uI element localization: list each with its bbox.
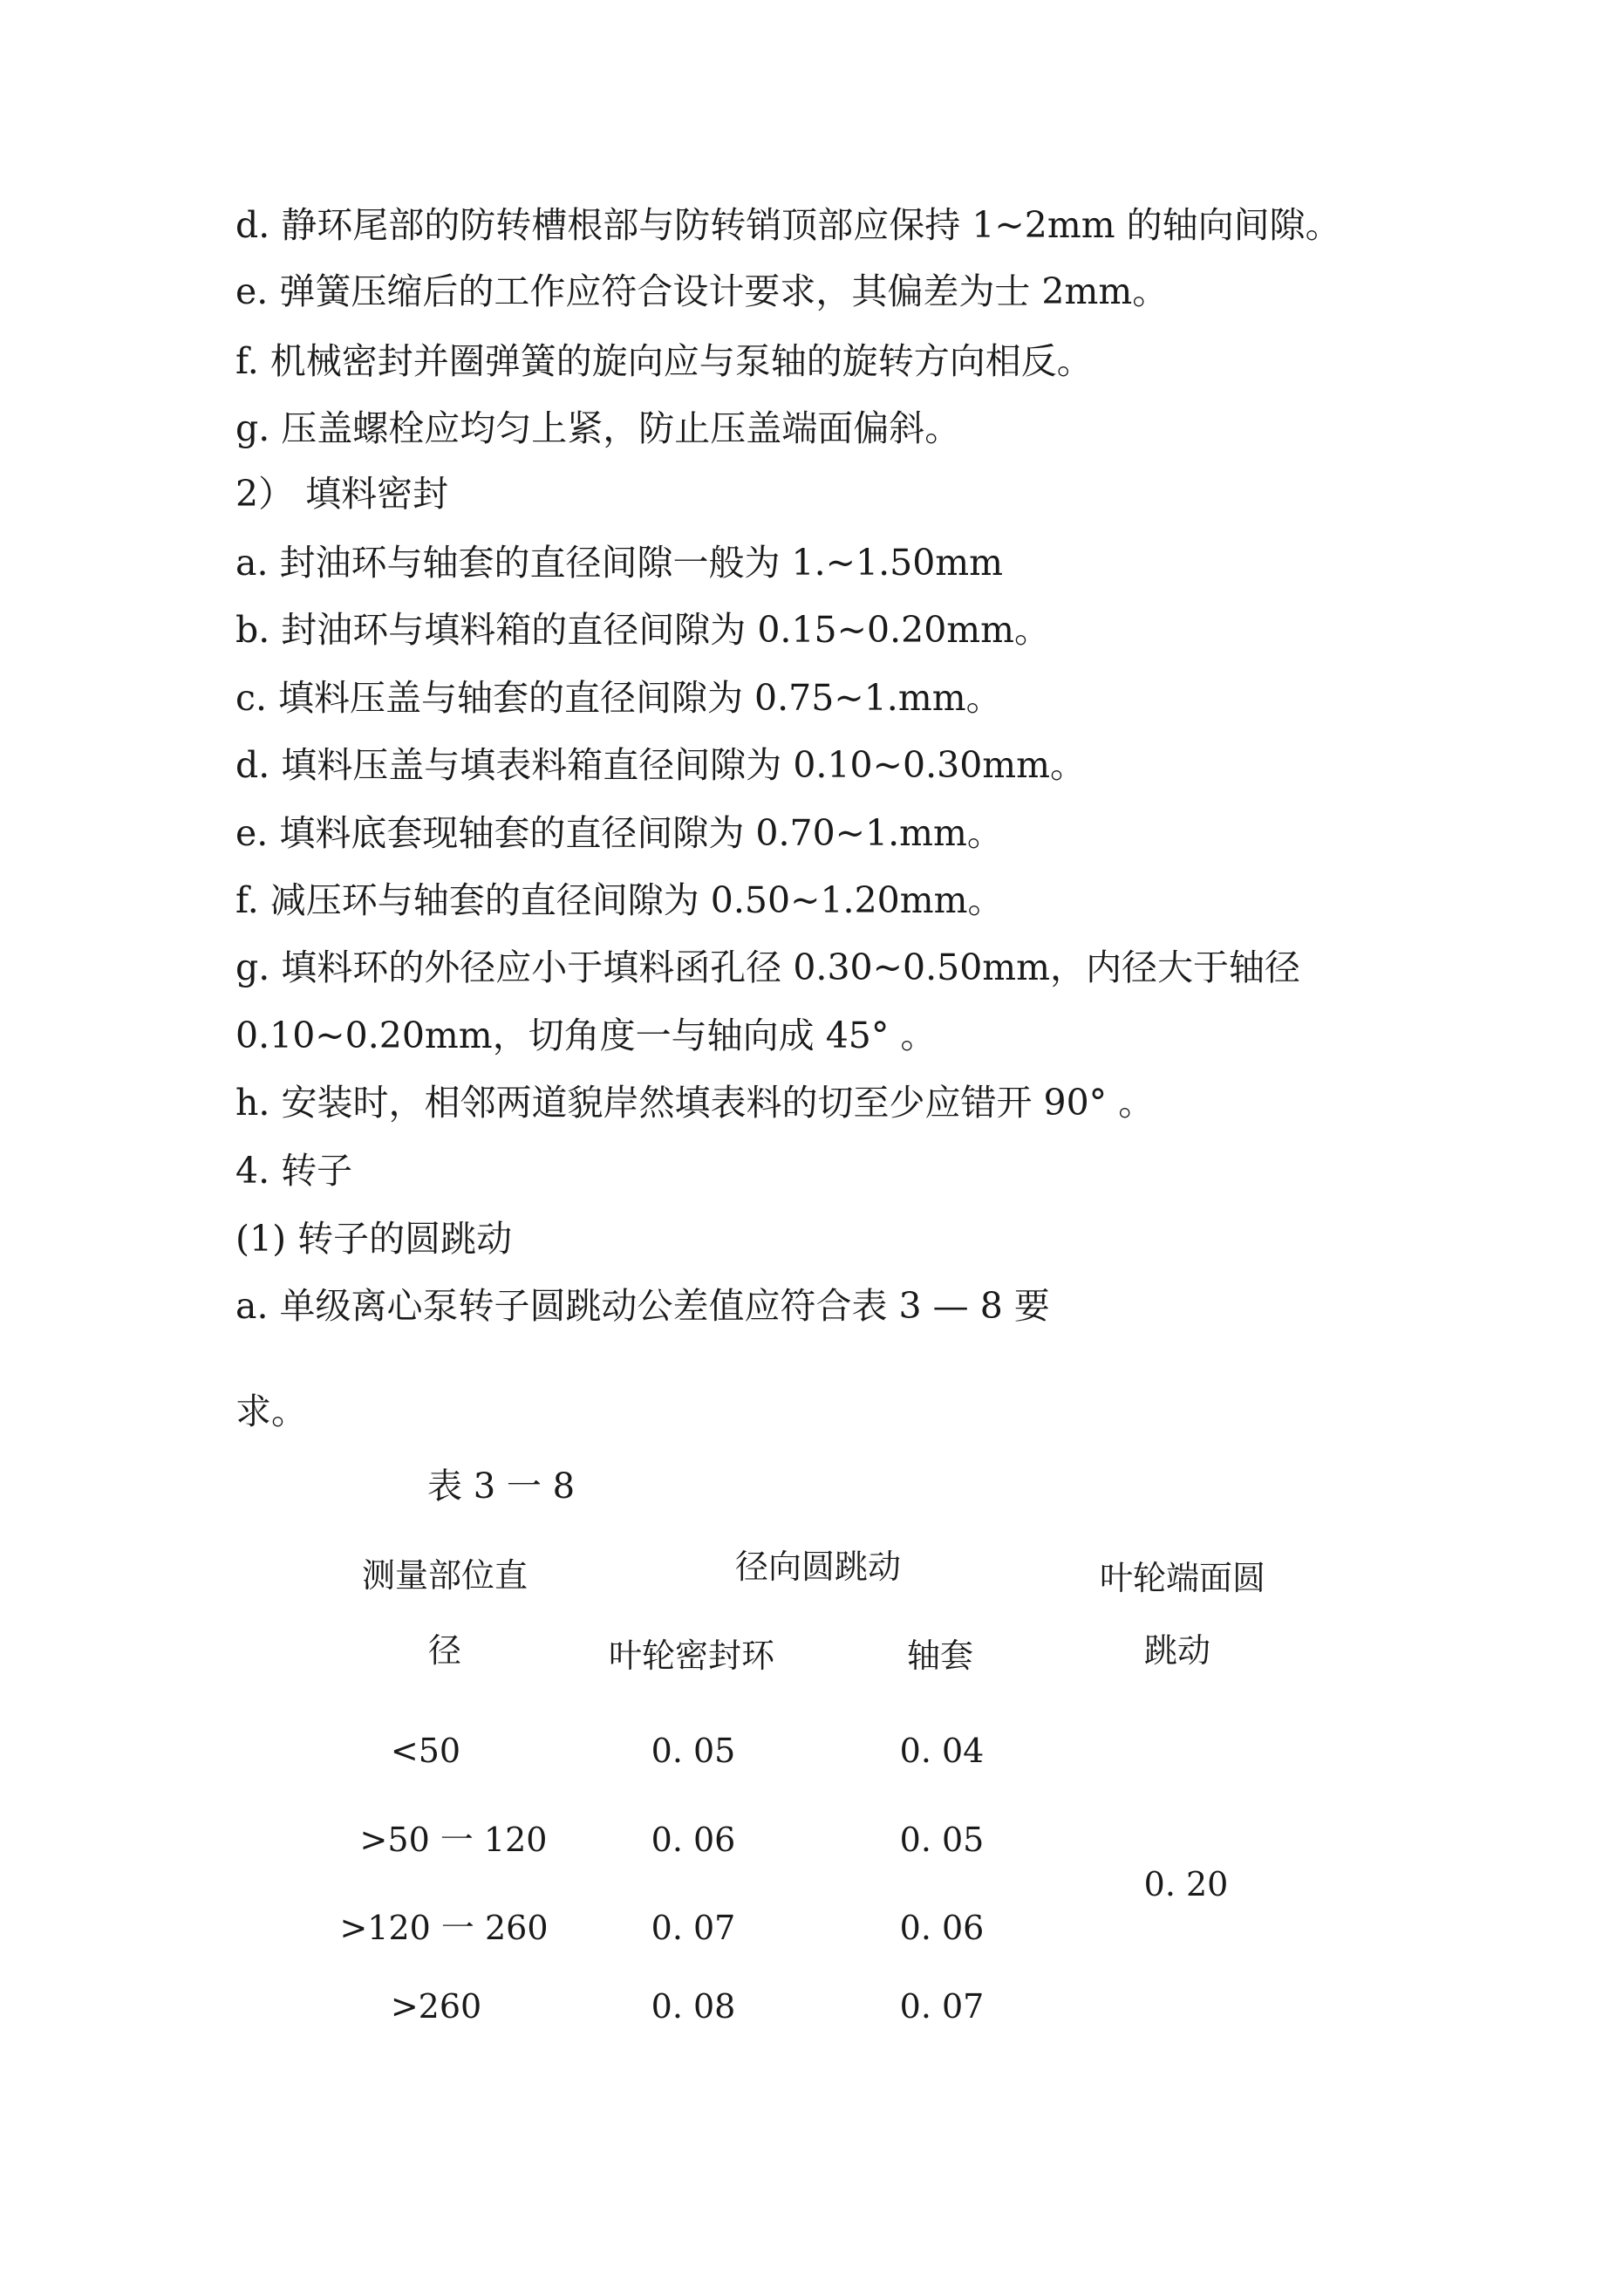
section-heading: 2） 填料密封: [235, 473, 449, 515]
subsection-heading: (1) 转子的圆跳动: [235, 1218, 513, 1260]
cell-seal-ring: 0. 08: [651, 1987, 736, 2026]
section-heading: 4. 转子: [235, 1150, 353, 1192]
cell-seal-ring: 0. 06: [651, 1821, 736, 1859]
text-line: g. 填料环的外径应小于填料函孔径 0.30~0.50mm，内径大于轴径: [235, 946, 1301, 988]
table-caption: 表 3 一 8: [427, 1466, 576, 1507]
header-diameter-line1: 测量部位直: [361, 1556, 528, 1595]
cell-sleeve: 0. 05: [899, 1821, 985, 1859]
text-line: h. 安装时，相邻两道貌岸然填表料的切至少应错开 90° 。: [235, 1082, 1155, 1124]
text-line: b. 封油环与填料箱的直径间隙为 0.15~0.20mm。: [235, 609, 1051, 651]
cell-face-runout: 0. 20: [1143, 1865, 1229, 1903]
cell-diameter: <50: [390, 1732, 461, 1770]
header-diameter-line2: 径: [427, 1631, 462, 1670]
cell-diameter: >50 一 120: [359, 1821, 548, 1859]
text-line: d. 填料压盖与填表料箱直径间隙为 0.10~0.30mm。: [235, 744, 1087, 786]
text-line: f. 机械密封并圈弹簧的旋向应与泵轴的旋转方向相反。: [235, 340, 1093, 382]
text-line: f. 减压环与轴套的直径间隙为 0.50~1.20mm。: [235, 879, 1004, 921]
text-line: g. 压盖螺栓应均匀上紧，防止压盖端面偏斜。: [235, 407, 961, 449]
cell-diameter: >260: [390, 1987, 482, 2026]
text-line: a. 封油环与轴套的直径间隙一般为 1.~1.50mm: [235, 542, 1004, 584]
text-line: a. 单级离心泵转子圆跳动公差值应符合表 3 — 8 要: [235, 1285, 1050, 1327]
text-line: c. 填料压盖与轴套的直径间隙为 0.75~1.mm。: [235, 677, 1002, 719]
header-face-runout-line2: 跳动: [1143, 1631, 1211, 1670]
text-line: e. 弹簧压缩后的工作应符合设计要求，其偏差为士 2mm。: [235, 270, 1169, 312]
cell-diameter: >120 一 260: [339, 1909, 549, 1947]
text-line: 0.10~0.20mm，切角度一与轴向成 45° 。: [235, 1015, 937, 1056]
cell-sleeve: 0. 04: [899, 1732, 985, 1770]
text-line: d. 静环尾部的防转槽根部与防转销顶部应保持 1~2mm 的轴向间隙。: [235, 204, 1341, 246]
cell-sleeve: 0. 07: [899, 1987, 985, 2026]
header-sleeve: 轴套: [906, 1637, 974, 1675]
cell-seal-ring: 0. 07: [651, 1909, 736, 1947]
header-face-runout-line1: 叶轮端面圆: [1099, 1559, 1266, 1597]
cell-sleeve: 0. 06: [899, 1909, 985, 1947]
cell-seal-ring: 0. 05: [651, 1732, 736, 1770]
header-seal-ring: 叶轮密封环: [608, 1637, 775, 1675]
header-radial-runout: 径向圆跳动: [734, 1548, 902, 1586]
text-line: 求。: [235, 1391, 307, 1432]
text-line: e. 填料底套现轴套的直径间隙为 0.70~1.mm。: [235, 812, 1003, 854]
